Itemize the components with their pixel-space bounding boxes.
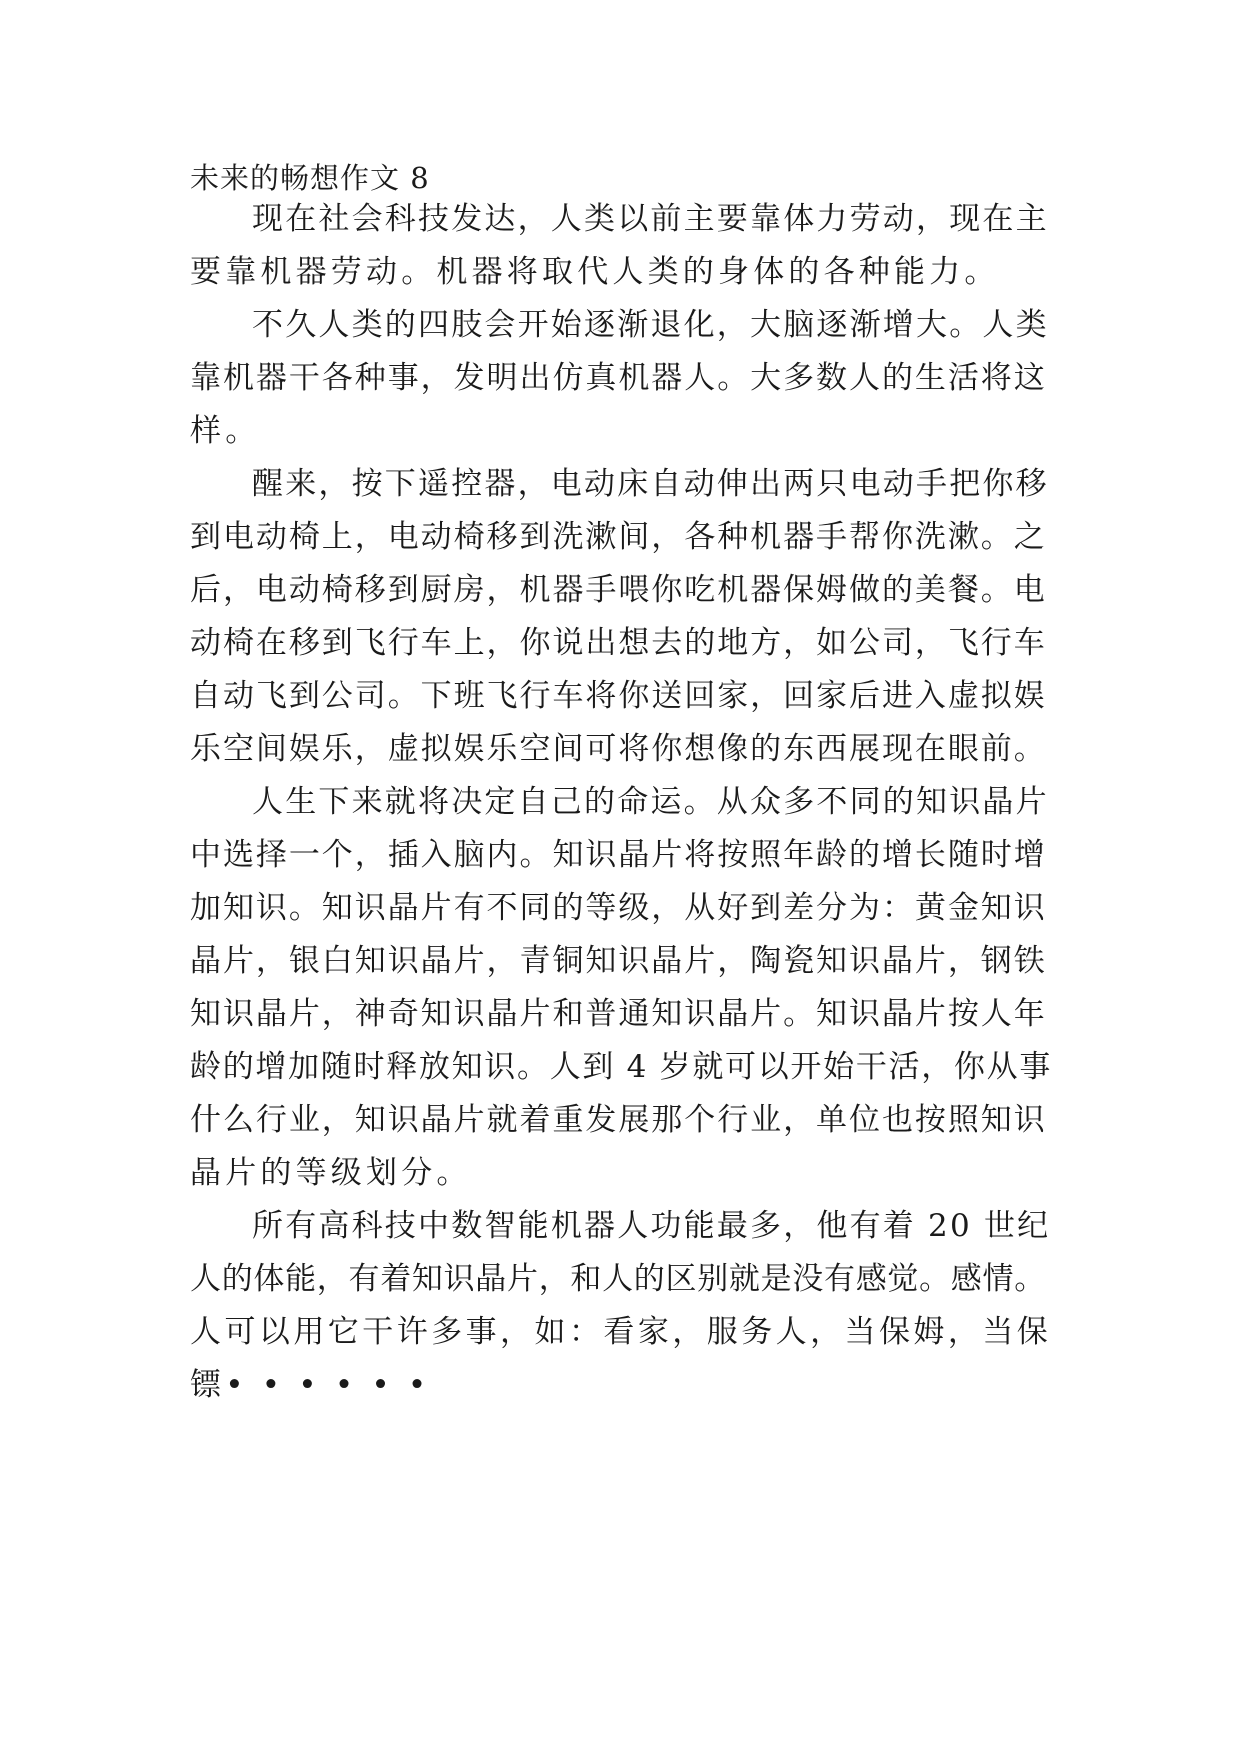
paragraph-3-line-4: 动椅在移到飞行车上，你说出想去的地方，如公司，飞行车 (190, 625, 1047, 661)
paragraph-2-line-1: 不久人类的四肢会开始逐渐退化，大脑逐渐增大。人类 (252, 307, 1049, 343)
paragraph-3-line-5: 自动飞到公司。下班飞行车将你送回家，回家后进入虚拟娱 (190, 678, 1047, 714)
paragraph-4-line-7: 什么行业，知识晶片就着重发展那个行业，单位也按照知识 (190, 1102, 1047, 1138)
paragraph-5-line-2: 人的体能，有着知识晶片，和人的区别就是没有感觉。感情。 (190, 1261, 1046, 1297)
paragraph-4-line-4: 晶片，银白知识晶片，青铜知识晶片，陶瓷知识晶片，钢铁 (190, 943, 1047, 979)
paragraph-5-line-4: 镖• • • • • • (190, 1367, 431, 1403)
paragraph-3-line-3: 后，电动椅移到厨房，机器手喂你吃机器保姆做的美餐。电 (190, 572, 1047, 608)
paragraph-4-line-6: 龄的增加随时释放知识。人到 4 岁就可以开始干活，你从事 (190, 1049, 1053, 1085)
paragraph-1-line-1: 现在社会科技发达，人类以前主要靠体力劳动，现在主 (252, 201, 1049, 237)
paragraph-4-line-8: 晶片的等级划分。 (190, 1155, 472, 1191)
paragraph-4-line-2: 中选择一个，插入脑内。知识晶片将按照年龄的增长随时增 (190, 837, 1047, 873)
paragraph-2-line-3: 样。 (190, 413, 261, 449)
paragraph-3-line-1: 醒来，按下遥控器，电动床自动伸出两只电动手把你移 (252, 466, 1049, 502)
paragraph-3-line-6: 乐空间娱乐，虚拟娱乐空间可将你想像的东西展现在眼前。 (190, 731, 1047, 767)
paragraph-4-line-1: 人生下来就将决定自己的命运。从众多不同的知识晶片 (252, 784, 1049, 820)
paragraph-4-line-5: 知识晶片，神奇知识晶片和普通知识晶片。知识晶片按人年 (190, 996, 1047, 1032)
paragraph-5-line-3: 人可以用它干许多事，如：看家，服务人，当保姆，当保 (190, 1314, 1052, 1350)
paragraph-5-line-1: 所有高科技中数智能机器人功能最多，他有着 20 世纪 (252, 1208, 1051, 1244)
paragraph-1-line-2: 要靠机器劳动。机器将取代人类的身体的各种能力。 (190, 254, 1000, 290)
paragraph-2-line-2: 靠机器干各种事，发明出仿真机器人。大多数人的生活将这 (190, 360, 1047, 396)
paragraph-3-line-2: 到电动椅上，电动椅移到洗漱间，各种机器手帮你洗漱。之 (190, 519, 1047, 555)
document-title: 未来的畅想作文 8 (190, 161, 430, 195)
paragraph-4-line-3: 加知识。知识晶片有不同的等级，从好到差分为：黄金知识 (190, 890, 1047, 926)
